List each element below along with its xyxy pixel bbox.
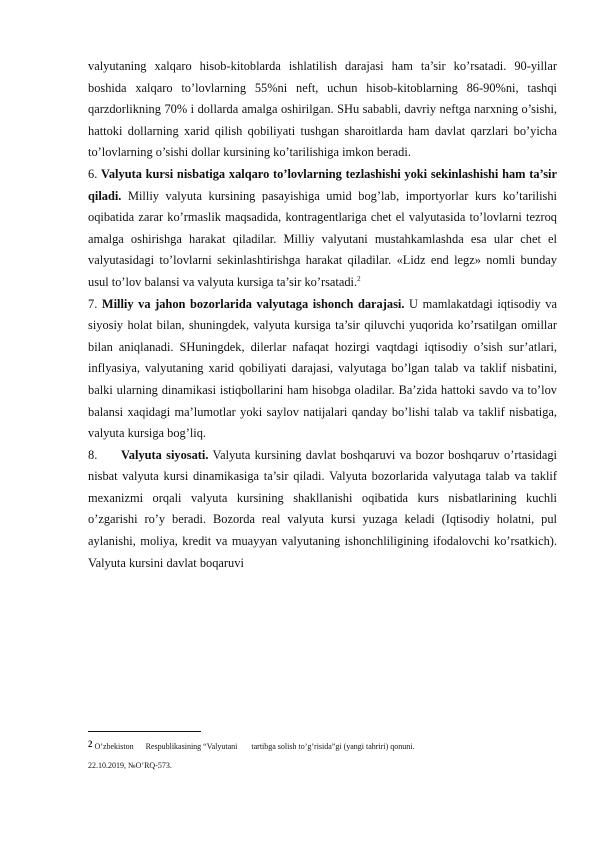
paragraph-text: Valyuta kursining davlat boshqaruvi va bozor boshqaruv o’rtasidagi nisbat valyuta kursi dinamikasiga ta’sir qiladi. Valyuta bozorlarida valyutaga talab va taklif mexanizmi orqali valyuta kursining shakllanishi oqibatida kurs nisbatlarining kuchli o’zgarishi ro’y beradi. Bozorda real valyuta kursi yuzaga keladi (Iqtisodiy holatni, pul aylanishi, moliya, kredit va muayyan valyutaning ishonchliligining ifodalovchi ko’rsatkich). Valyuta kursini davlat boqaruvi bbox=[88, 447, 558, 570]
item-number: 7. bbox=[88, 296, 98, 311]
item-heading: Valyuta kursi nisbatiga xalqaro to’lovlarning tezlashishi yoki sekinlashishi ham ta’sir qiladi. bbox=[88, 166, 557, 203]
footnote-separator bbox=[88, 731, 201, 732]
footnote-text-part-1: O’zbekiston bbox=[94, 742, 134, 751]
item-heading: Milliy va jahon bozorlarida valyutaga ishonch darajasi. bbox=[101, 296, 405, 311]
footnote-line-1 bbox=[88, 735, 557, 756]
footnote-text-part-2: Respublikasining “Valyutani bbox=[145, 742, 238, 751]
paragraph-text: Milliy valyuta kursining pasayishiga umid bog’lab, importyorlar kurs ko’tarilishi oqibatida zarar ko’rmaslik maqsadida, kontragentlariga chet el valyutasida to’lovlarni tezroq amalga oshirishga harakat qiladilar. Milliy valyutani mustahkamlashda esa ular chet el valyutasidagi to’lovlarni sekinlashtirishga harakat qiladilar. «Lidz end legz» nomli bunday usul to’lov balansi va valyuta kursiga ta’sir ko’rsatadi. bbox=[88, 188, 557, 289]
footnote-reference: 2 bbox=[357, 274, 361, 283]
paragraph-7 bbox=[88, 294, 557, 445]
footnote-text-part-3: tartibga solish to’g’risida”gi (yangi tahriri) qonuni. bbox=[251, 742, 415, 751]
item-number: 6. bbox=[88, 166, 98, 181]
paragraph-text: valyutaning xalqaro hisob-kitoblarda ishlatilish darajasi ham ta’sir ko’rsatadi. 90-yillar boshida xalqaro to’lovlarning 55%ni neft, uchun hisob-kitoblarning 86-90%ni, tashqi qarzdorlikning 70% i dollarda amalga oshirilgan. SHu sababli, davriy neftga narxning o’sishi, hattoki dollarning xarid qilish qobiliyati tushgan sharoitlarda ham davlat qarzlari bo’yicha to’lovlarning o’sishi dollar kursining ko’tarilishiga imkon beradi. bbox=[88, 59, 557, 160]
paragraph-6 bbox=[88, 164, 557, 294]
footnote-line-2: 22.10.2019, №O’RQ-573. bbox=[88, 761, 172, 770]
document-body bbox=[88, 56, 557, 574]
footnote bbox=[88, 735, 557, 775]
footnote-mark: 2 bbox=[88, 739, 93, 749]
paragraph-8 bbox=[88, 445, 557, 575]
item-heading: Valyuta siyosati. bbox=[121, 447, 209, 462]
item-number: 8. bbox=[88, 447, 98, 462]
paragraph-text: U mamlakatdagi iqtisodiy va siyosiy holat bilan, shuningdek, valyuta kursiga ta’sir qiluvchi yuqorida ko’rsatilgan omillar bilan aniqlanadi. SHuningdek, dilerlar nafaqat hozirgi vaqtdagi iqtisodiy o’sish sur’atlari, inflyasiya, valyutaning xarid qobiliyati darajasi, valyutaga bo’lgan talab va taklif nisbatini, balki ularning dinamikasi istiqbollarini ham hisobga oladilar. Ba’zida hattoki savdo va to’lov balansi xaqidagi ma’lumotlar yoki saylov natijalari qanday bo’lishi talab va taklif nisbatiga, valyuta kursiga bog’liq. bbox=[88, 296, 557, 441]
paragraph-intro bbox=[88, 56, 557, 164]
